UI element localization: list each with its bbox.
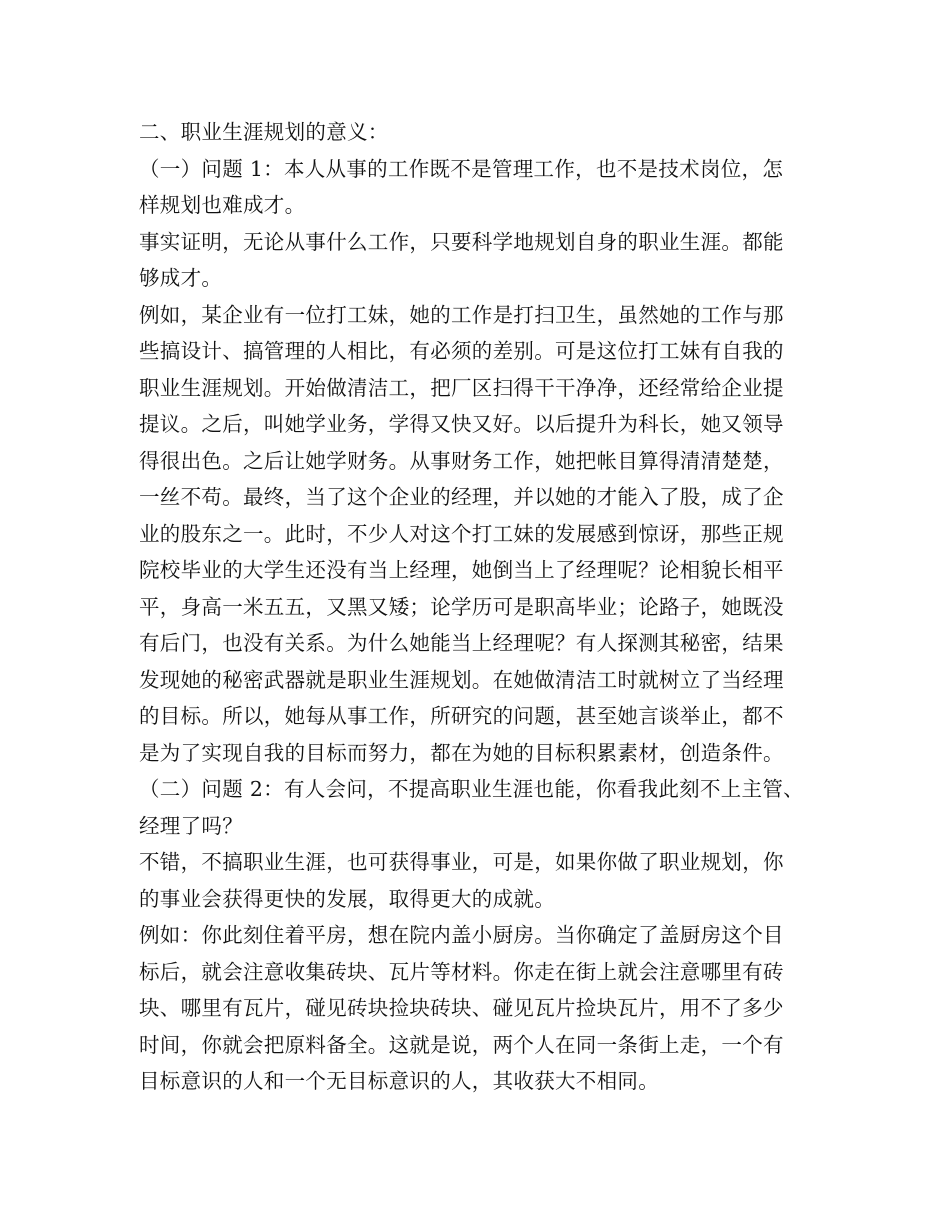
text-line: 业的股东之一。此时，不少人对这个打工妹的发展感到惊讶，那些正规	[139, 521, 784, 546]
text-line: 的目标。所以，她每从事工作，所研究的问题，甚至她言谈举止，都不	[139, 704, 784, 728]
text-line: 例如：你此刻住着平房，想在院内盖小厨房。当你确定了盖厨房这个目	[139, 923, 784, 947]
text-line: 些搞设计、搞管理的人相比，有必须的差别。可是这位打工妹有自我的	[139, 339, 784, 363]
text-line: 得很出色。之后让她学财务。从事财务工作，她把帐目算得清清楚楚，	[139, 448, 784, 473]
text-line: 经理了吗？	[139, 813, 243, 838]
text-line: 样规划也难成才。	[139, 193, 306, 217]
text-line: 够成才。	[139, 266, 223, 290]
section-heading: 二、职业生涯规划的意义：	[139, 120, 389, 144]
text-line: 职业生涯规划。开始做清洁工，把厂区扫得干干净净，还经常给企业提	[139, 375, 784, 400]
text-line: 块、哪里有瓦片，碰见砖块捡块砖块、碰见瓦片捡块瓦片，用不了多少	[139, 996, 784, 1020]
text-line: 发现她的秘密武器就是职业生涯规划。在她做清洁工时就树立了当经理	[139, 667, 784, 692]
text-line: （二）问题 2：有人会问，不提高职业生涯也能，你看我此刻不上主管、	[139, 777, 804, 801]
text-line: 例如，某企业有一位打工妹，她的工作是打扫卫生，虽然她的工作与那	[139, 302, 784, 327]
text-line: 平，身高一米五五，又黑又矮；论学历可是职高毕业；论路子，她既没	[139, 594, 784, 619]
text-line: 的事业会获得更快的发展，取得更大的成就。	[139, 886, 555, 911]
text-line: 时间，你就会把原料备全。这就是说，两个人在同一条街上走，一个有	[139, 1032, 784, 1057]
text-line: 院校毕业的大学生还没有当上经理，她倒当上了经理呢？论相貌长相平	[139, 558, 784, 582]
text-line: 是为了实现自我的目标而努力，都在为她的目标积累素材，创造条件。	[139, 740, 784, 765]
text-line: （一）问题 1：本人从事的工作既不是管理工作，也不是技术岗位，怎	[139, 156, 784, 181]
text-line: 提议。之后，叫她学业务，学得又快又好。以后提升为科长，她又领导	[139, 412, 784, 436]
text-line: 事实证明，无论从事什么工作，只要科学地规划自身的职业生涯。都能	[139, 229, 784, 254]
text-line: 一丝不苟。最终，当了这个企业的经理，并以她的才能入了股，成了企	[139, 485, 784, 509]
text-line: 标后，就会注意收集砖块、瓦片等材料。你走在街上就会注意哪里有砖	[139, 959, 784, 984]
text-line: 目标意识的人和一个无目标意识的人，其收获大不相同。	[139, 1069, 659, 1093]
text-line: 有后门，也没有关系。为什么她能当上经理呢？有人探测其秘密，结果	[139, 631, 784, 655]
text-line: 不错，不搞职业生涯，也可获得事业，可是，如果你做了职业规划，你	[139, 850, 784, 874]
document-body	[139, 114, 829, 1100]
